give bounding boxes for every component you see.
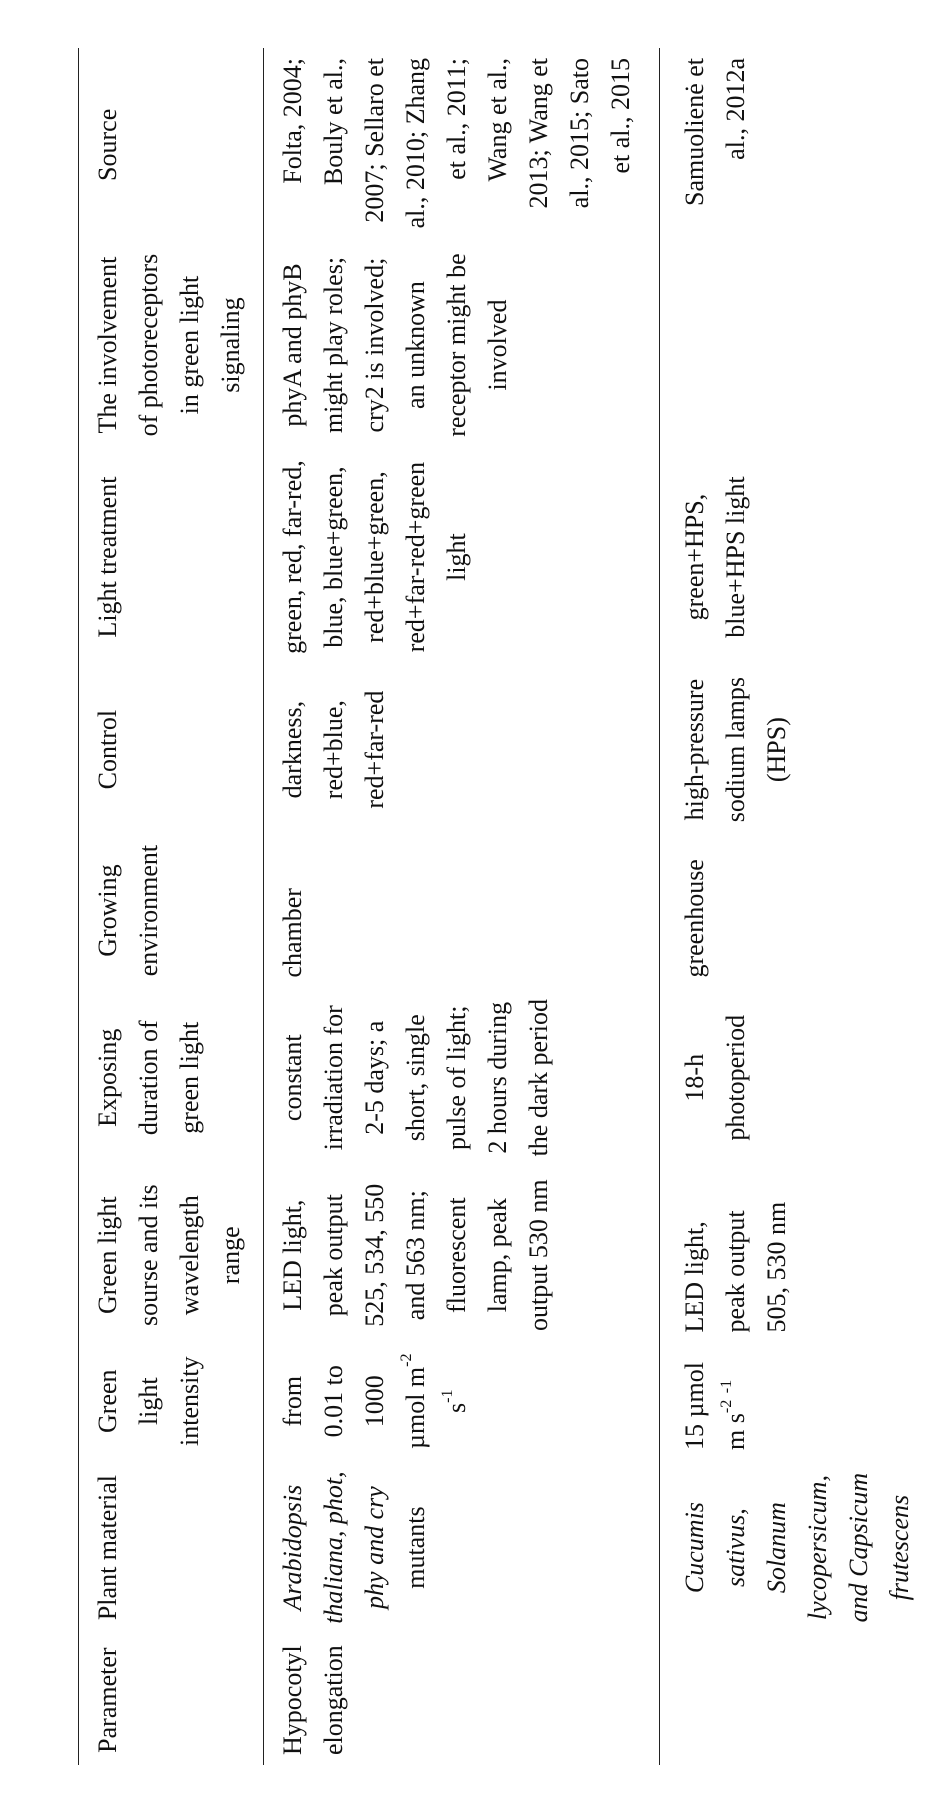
cell-duration: 18-h photoperiod	[680, 1014, 750, 1141]
table-header-row	[79, 48, 264, 1765]
header-photoreceptors: The involvement of photoreceptors in green light signaling	[79, 242, 264, 449]
cell-source-range: LED light, peak output 525, 534, 550 and 563 nm; fluorescent lamp, peak output 530 nm	[264, 1168, 660, 1343]
header-green-light-intensity: Green light intensity	[79, 1342, 264, 1460]
cell-environment: greenhouse	[680, 859, 709, 978]
header-source: Source	[79, 48, 264, 242]
cell-photoreceptors: phyA and phyB might play roles; cry2 is involved; an unknown receptor might be involved	[264, 242, 660, 449]
data-table	[78, 48, 932, 1765]
cell-source-range: LED light, peak output 505, 530 nm	[680, 1201, 791, 1333]
header-growing-environment: Growing environment	[79, 834, 264, 988]
cell-control: darkness, red+blue, red+far-red	[264, 666, 660, 834]
cell-duration: constant irradiation for 2-5 days; a short, single pulse of light; 2 hours during the dark period	[264, 988, 660, 1168]
header-parameter: Parameter	[79, 1635, 264, 1765]
cell-treatment: green, red, far-red, blue, blue+green, red+blue+green, red+far-red+green light	[264, 448, 660, 665]
cell-intensity: from 0.01 to 1000 µmol $m^{-2}$ $s^{-1}$	[264, 1342, 660, 1460]
table-row	[264, 48, 660, 1765]
cell-parameter	[660, 1635, 932, 1765]
header-exposing-duration: Exposing duration of green light	[79, 988, 264, 1168]
cell-parameter: Hypocotyl elongation	[264, 1635, 660, 1765]
header-light-treatment: Light treatment	[79, 448, 264, 665]
cell-environment: chamber	[264, 834, 660, 988]
cell-source: Samuolienė et al., 2012a	[680, 58, 750, 207]
cell-source: Folta, 2004; Bouly et al., 2007; Sellaro et al., 2010; Zhang et al., 2011; Wang et al., 2013; Wang et al., 2015; Sato et al., 2015	[264, 48, 660, 242]
header-plant-material: Plant material	[79, 1460, 264, 1635]
cell-photoreceptors	[660, 242, 932, 449]
cell-plant-material: Cucumis sativus, Solanum lycopersicum, and Capsicum frutescens	[680, 1472, 914, 1623]
cell-treatment: green+HPS, blue+HPS light	[680, 476, 750, 638]
header-control: Control	[79, 666, 264, 834]
cell-control: high-pressure sodium lamps (HPS)	[680, 677, 791, 823]
table-row	[660, 48, 932, 1765]
header-light-source-range: Green light sourse and its wavelength range	[79, 1168, 264, 1343]
cell-plant-material: Arabidopsis thaliana, phot, phy and cry mutants	[264, 1460, 660, 1635]
cell-intensity: 15 µmol m $s^{-2}$ $^{-1}$	[680, 1362, 750, 1450]
